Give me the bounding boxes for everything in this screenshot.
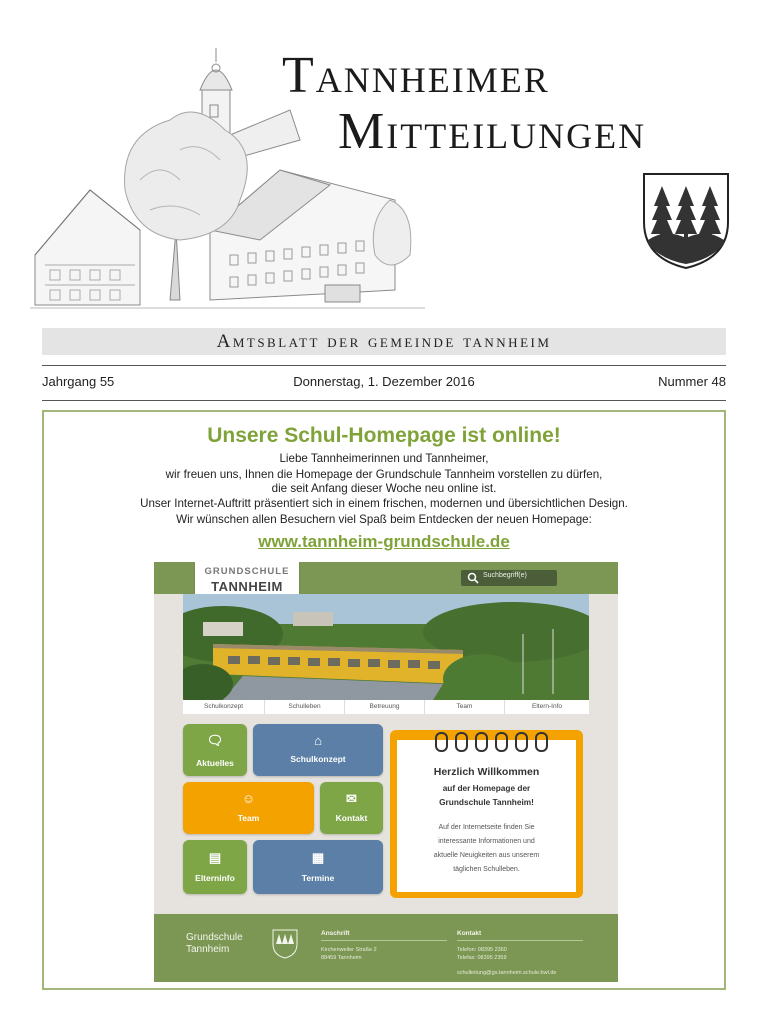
search-icon [467,572,479,584]
tile-label: Elterninfo [195,873,235,883]
tile-label: Aktuelles [196,758,234,768]
site-navigation [183,700,589,714]
footer-crest-icon [272,929,298,959]
website-screenshot [154,562,618,982]
nav-item-schulkonzept[interactable]: Schulkonzept [183,700,265,714]
tile-termine[interactable] [253,840,383,894]
article-box [42,410,726,990]
welcome-text: aktuelle Neuigkeiten aus unserem [433,852,540,859]
school-website-link[interactable]: www.tannheim-grundschule.de [258,532,510,551]
footer-divider [321,940,447,941]
welcome-subtitle: auf der Homepage der [442,783,531,793]
footer-phone: Telefon: 08395 2360 [457,947,507,953]
masthead-title-line1: Tannheimer [282,47,550,104]
site-footer [154,914,618,982]
footer-name-line1: Grundschule [186,932,243,943]
footer-address-heading: Anschrift [321,930,350,937]
issue-date: Donnerstag, 1. Dezember 2016 [293,374,475,389]
issue-info-row [42,374,726,392]
calendar-icon: ▦ [311,850,325,865]
search-placeholder: Suchbegriff(e) [483,572,527,579]
site-search-box[interactable] [461,570,557,586]
welcome-text: interessante Informationen und [438,838,535,845]
tile-label: Termine [301,873,335,883]
intro-line: wir freuen uns, Ihnen die Homepage der Grundschule Tannheim vorstellen zu dürfen, [165,468,603,481]
welcome-notepad [390,730,583,898]
tile-schulkonzept[interactable] [253,724,383,776]
tile-kontakt[interactable] [320,782,383,834]
site-logo-top: GRUNDSCHULE [204,566,290,577]
nav-item-eltern-info[interactable]: Eltern-Info [532,703,562,710]
welcome-text: Auf der Internetseite finden Sie [438,824,535,831]
chat-bubbles-icon: 🗨 [206,733,224,748]
masthead-title-line2: Mitteilungen [338,103,647,160]
intro-line: Unser Internet-Auftritt präsentiert sich in einem frischen, modernen und übersichtlichen Design. [140,497,628,510]
intro-line: Liebe Tannheimerinnen und Tannheimer, [279,452,489,465]
footer-name-line2: Tannheim [186,944,230,955]
envelope-icon: ✉ [346,791,357,806]
footer-divider [457,940,583,941]
tile-team[interactable] [183,782,314,834]
coat-of-arms-icon [640,170,732,272]
tile-elterninfo[interactable] [183,840,247,894]
footer-school-name [186,932,243,956]
footer-email[interactable]: schulleitung@gs.tannheim.schule.bwl.de [457,970,557,976]
site-logo-bottom: TANNHEIM [211,579,283,594]
divider [42,365,726,366]
footer-fax: Telefax: 08395 2359 [457,955,507,961]
newspaper-icon: ▤ [208,850,222,865]
issue-volume: Jahrgang 55 [42,374,115,389]
tile-label: Schulkonzept [290,754,346,764]
tile-label: Kontakt [335,813,368,823]
welcome-text: täglichen Schulleben. [453,866,520,873]
notepad-ring-icon [435,732,448,752]
article-headline: Unsere Schul-Homepage ist online! [207,424,561,447]
nav-item-betreuung[interactable]: Betreuung [345,700,425,714]
notepad-ring-icon [495,732,508,752]
issue-number: Nummer 48 [658,374,726,389]
notepad-ring-icon [475,732,488,752]
footer-contact-heading: Kontakt [457,930,482,937]
welcome-subtitle: Grundschule Tannheim! [439,797,534,807]
welcome-notepad-page [397,740,576,892]
divider [42,400,726,401]
footer-address-line: 88459 Tannheim [321,955,362,961]
subtitle-band [42,328,726,355]
school-building-photo [183,594,589,700]
intro-line: die seit Anfang dieser Woche neu online ist. [271,482,497,495]
gazette-subtitle: Amtsblatt der gemeinde tannheim [216,331,552,352]
tile-aktuelles[interactable] [183,724,247,776]
notepad-ring-icon [455,732,468,752]
notepad-ring-icon [515,732,528,752]
welcome-title: Herzlich Willkommen [433,766,540,778]
footer-address-line: Kirchenweiler Straße 2 [321,947,377,953]
nav-item-team[interactable]: Team [425,700,505,714]
home-icon: ⌂ [314,733,322,748]
tile-label: Team [237,813,260,823]
users-icon: ☺ [241,791,256,806]
notepad-ring-icon [535,732,548,752]
intro-line: Wir wünschen allen Besuchern viel Spaß beim Entdecken der neuen Homepage: [176,513,592,526]
nav-item-schulleben[interactable]: Schulleben [265,700,345,714]
